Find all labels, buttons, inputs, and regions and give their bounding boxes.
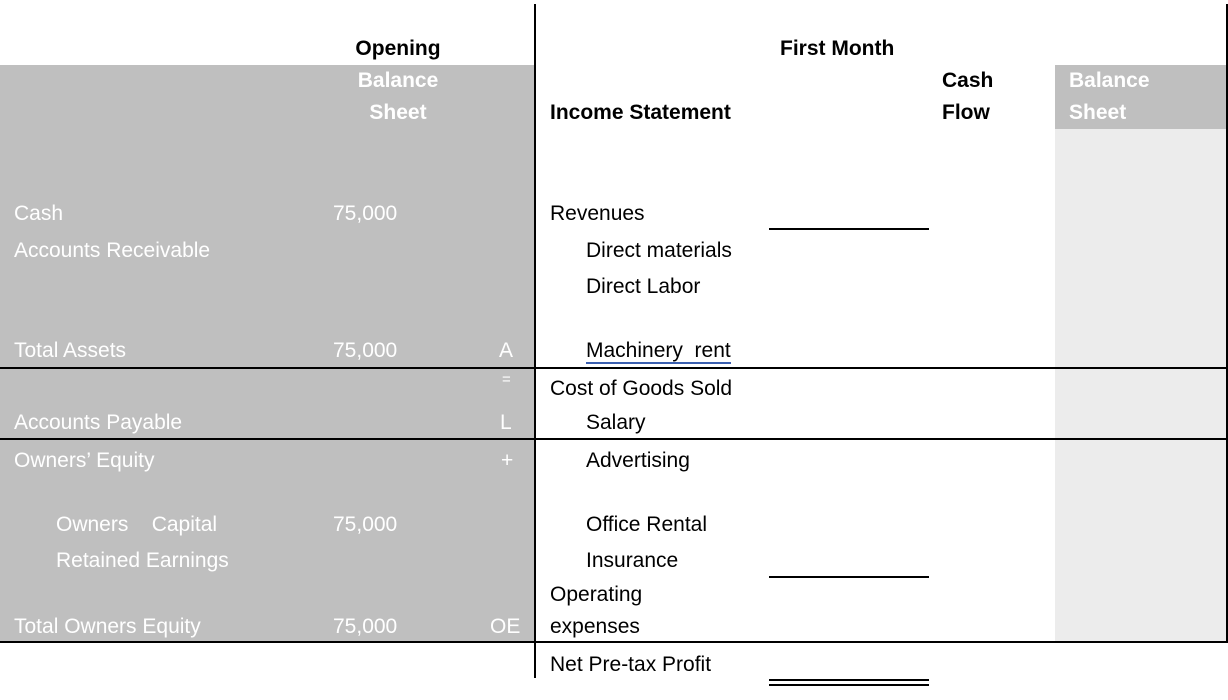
cash-flow-header-line1: Cash xyxy=(942,69,994,92)
net-profit-double-line-bottom xyxy=(769,684,929,686)
office-rental-label: Office Rental xyxy=(586,513,708,536)
opening-header-line1: Opening xyxy=(355,37,441,60)
first-month-balance-panel xyxy=(1055,129,1228,641)
total-assets-label: Total Assets xyxy=(14,339,127,362)
insurance-label: Insurance xyxy=(586,549,679,572)
first-month-title: First Month xyxy=(780,37,895,60)
total-owners-equity-label: Total Owners Equity xyxy=(14,615,201,638)
operating-expenses-label-line1: Operating xyxy=(550,583,643,606)
assets-marker: A xyxy=(499,339,514,362)
advertising-label: Advertising xyxy=(586,449,690,472)
column-divider xyxy=(534,4,536,678)
equity-divider-line xyxy=(0,641,1228,643)
owners-equity-marker: OE xyxy=(490,615,521,638)
plus-marker: + xyxy=(501,449,514,472)
revenues-entry-line xyxy=(769,228,929,230)
income-statement-title: Income Statement xyxy=(550,101,731,124)
opening-header-line3: Sheet xyxy=(369,101,427,124)
cash-flow-header-line2: Flow xyxy=(942,101,990,124)
net-pretax-profit-label: Net Pre-tax Profit xyxy=(550,653,712,676)
liabilities-marker: L xyxy=(500,411,512,434)
cost-of-goods-sold-label: Cost of Goods Sold xyxy=(550,377,733,400)
operating-expenses-label-line2: expenses xyxy=(550,615,640,638)
direct-materials-label: Direct materials xyxy=(586,239,732,262)
operating-expenses-entry-line xyxy=(769,576,929,578)
owners-equity-label: Owners’ Equity xyxy=(14,449,155,472)
owners-capital-label: Owners Capital xyxy=(56,513,218,536)
direct-labor-label: Direct Labor xyxy=(586,275,701,298)
net-profit-double-line-top xyxy=(769,679,929,681)
opening-header-line2: Balance xyxy=(357,69,439,92)
total-assets-value: 75,000 xyxy=(333,339,398,362)
cash-value: 75,000 xyxy=(333,202,398,225)
owners-capital-value: 75,000 xyxy=(333,513,398,536)
machinery-rent-label: Machinery rent xyxy=(586,339,731,362)
salary-label: Salary xyxy=(586,411,646,434)
balance-sheet-header-line1: Balance xyxy=(1069,69,1150,92)
total-owners-equity-value: 75,000 xyxy=(333,615,398,638)
equals-marker: = xyxy=(502,371,511,388)
cash-label: Cash xyxy=(14,202,64,225)
liabilities-divider-line xyxy=(0,438,1228,440)
accounts-receivable-label: Accounts Receivable xyxy=(14,239,211,262)
retained-earnings-label: Retained Earnings xyxy=(56,549,229,572)
accounts-payable-label: Accounts Payable xyxy=(14,411,183,434)
revenues-label: Revenues xyxy=(550,202,645,225)
balance-sheet-header-line2: Sheet xyxy=(1069,101,1127,124)
assets-divider-line xyxy=(0,367,1228,369)
